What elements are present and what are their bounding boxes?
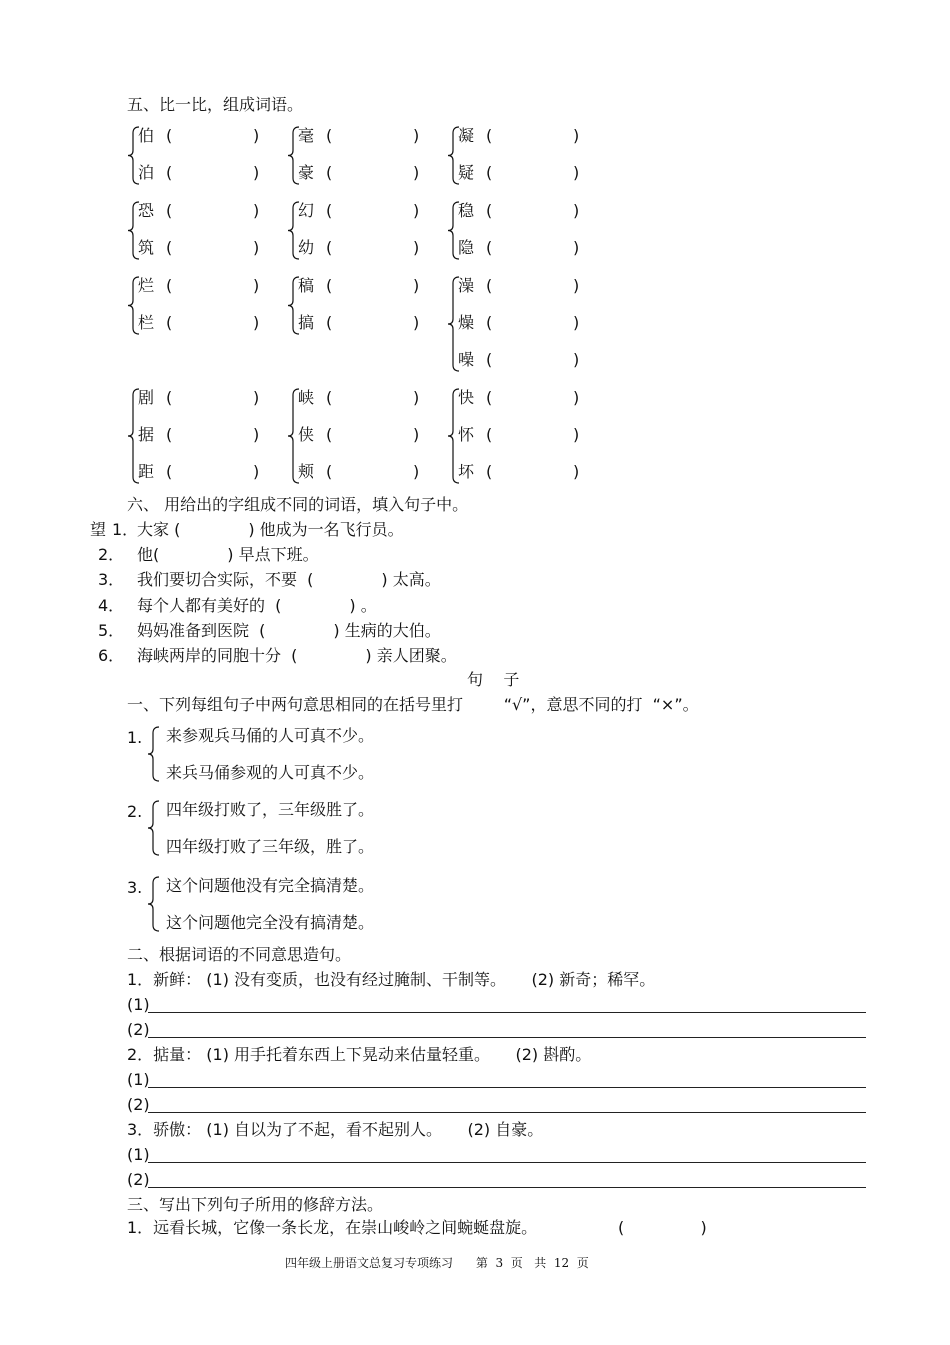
paren-open: ( [486, 201, 493, 220]
paren-open: ( [486, 313, 493, 332]
paren-close: ) [573, 276, 580, 295]
group-char: 筑 [138, 238, 155, 257]
group-char: 幼 [298, 238, 315, 257]
paren-close: ) [253, 425, 260, 444]
word-definitions: 3．骄傲： (1) 自以为了不起，看不起别人。 (2) 自豪。 [127, 1120, 544, 1139]
answer-label: (1) [127, 1070, 150, 1089]
paren-open: ( [486, 388, 493, 407]
paren-open: ( [326, 462, 333, 481]
paren-open: ( [326, 276, 333, 295]
section5-title: 五、比一比，组成词语。 [127, 95, 304, 114]
part1-title: 一、下列每组句子中两句意思相同的在括号里打 “√”，意思不同的打 “×”。 [127, 695, 699, 714]
answer-line [148, 1037, 866, 1038]
sentence-pair-brace [147, 876, 161, 932]
section6-given-char: 望 [90, 520, 107, 539]
fill-item-before: 我们要切合实际，不要 ( [137, 570, 314, 589]
fill-item-before: 海峡两岸的同胞十分 ( [137, 646, 298, 665]
part2-title: 二、根据词语的不同意思造句。 [127, 945, 352, 964]
group-char: 幻 [298, 201, 315, 220]
group-char: 距 [138, 462, 155, 481]
paren-close: ) [253, 163, 260, 182]
group-char: 凝 [458, 126, 475, 145]
group-char: 稿 [298, 276, 315, 295]
paren-open: ( [166, 276, 173, 295]
paren-close: ) [253, 238, 260, 257]
group-char: 伯 [138, 126, 155, 145]
sentence-a: 这个问题他没有完全搞清楚。 [166, 876, 375, 895]
answer-label: (1) [127, 1145, 150, 1164]
fill-item-before: 妈妈准备到医院 ( [137, 621, 266, 640]
fill-item-number: 6． [98, 646, 125, 665]
sentence-b: 来兵马俑参观的人可真不少。 [166, 763, 375, 782]
group-char: 怀 [458, 425, 475, 444]
fill-item-text [137, 545, 319, 565]
group-char: 泊 [138, 163, 155, 182]
paren-open: ( [326, 163, 333, 182]
group-char: 颊 [298, 462, 315, 481]
fill-item-after: ) 他成为一名飞行员。 [248, 520, 404, 539]
group-char: 烂 [138, 276, 155, 295]
answer-line [148, 1012, 866, 1013]
paren-open: ( [486, 350, 493, 369]
group-char: 峡 [298, 388, 315, 407]
paren-open: ( [166, 126, 173, 145]
paren-open: ( [166, 313, 173, 332]
section6-title: 六、 用给出的字组成不同的词语，填入句子中。 [127, 495, 469, 514]
paren-close: ) [573, 388, 580, 407]
paren-close: ) [253, 276, 260, 295]
paren-close: ) [573, 350, 580, 369]
fill-item-number: 3． [98, 570, 125, 589]
paren-open: ( [166, 238, 173, 257]
fill-item-after: ) 生病的大伯。 [333, 621, 441, 640]
answer-line [148, 1112, 866, 1113]
paren-close: ) [573, 462, 580, 481]
paren-close: ) [573, 313, 580, 332]
group-char: 据 [138, 425, 155, 444]
paren-close: ) [253, 126, 260, 145]
group-char: 剧 [138, 388, 155, 407]
paren-open: ( [486, 163, 493, 182]
answer-line [148, 1162, 866, 1163]
paren-close: ) [253, 313, 260, 332]
paren-open: ( [486, 276, 493, 295]
paren-open: ( [326, 126, 333, 145]
group-char: 噪 [458, 350, 475, 369]
paren-open: ( [166, 201, 173, 220]
paren-close: ) [413, 313, 420, 332]
paren-close: ) [413, 126, 420, 145]
word-definitions: 2．掂量： (1) 用手托着东西上下晃动来估量轻重。 (2) 斟酌。 [127, 1045, 592, 1064]
group-char: 恐 [138, 201, 155, 220]
pair-number: 3. [127, 878, 143, 897]
sentence-pair-brace [147, 800, 161, 856]
part3-title: 三、写出下列句子所用的修辞方法。 [127, 1195, 384, 1214]
sentence-b: 这个问题他完全没有搞清楚。 [166, 913, 375, 932]
fill-item-before: 大家 ( [137, 520, 181, 539]
group-char: 栏 [138, 313, 155, 332]
fill-item-text [137, 596, 377, 616]
paren-open: ( [486, 126, 493, 145]
fill-item-after: ) 早点下班。 [227, 545, 319, 564]
paren-close: ) [413, 201, 420, 220]
group-char: 稳 [458, 201, 475, 220]
fill-item-number: 5． [98, 621, 125, 640]
group-char: 坏 [458, 462, 475, 481]
answer-line [148, 1087, 866, 1088]
paren-open: ( [166, 163, 173, 182]
group-char: 侠 [298, 425, 315, 444]
paren-open: ( [326, 425, 333, 444]
paren-open: ( [486, 462, 493, 481]
fill-item-text [137, 621, 441, 641]
fill-item-before: 他( [137, 545, 160, 564]
paren-close: ) [573, 238, 580, 257]
paren-open: ( [326, 201, 333, 220]
fill-item-number: 1． [112, 520, 139, 539]
paren-close: ) [573, 201, 580, 220]
fill-item-text [137, 570, 441, 590]
group-char: 隐 [458, 238, 475, 257]
group-char: 燥 [458, 313, 475, 332]
paren-open: ( [166, 388, 173, 407]
answer-label: (2) [127, 1020, 150, 1039]
paren-close: ) [253, 388, 260, 407]
group-char: 疑 [458, 163, 475, 182]
part3-item1: 1．远看长城，它像一条长龙，在崇山峻岭之间蜿蜒盘旋。 [127, 1218, 538, 1237]
part3-item1-paren: ( ) [618, 1218, 707, 1237]
group-char: 毫 [298, 126, 315, 145]
fill-item-text [137, 520, 404, 540]
word-definitions: 1．新鲜： (1) 没有变质，也没有经过腌制、干制等。 (2) 新奇；稀罕。 [127, 970, 656, 989]
sentence-pair-brace [147, 726, 161, 782]
answer-label: (2) [127, 1095, 150, 1114]
group-char: 搞 [298, 313, 315, 332]
group-char: 豪 [298, 163, 315, 182]
paren-close: ) [413, 388, 420, 407]
pair-number: 1. [127, 728, 143, 747]
paren-close: ) [253, 462, 260, 481]
group-char: 快 [458, 388, 475, 407]
paren-close: ) [413, 462, 420, 481]
sentence-a: 来参观兵马俑的人可真不少。 [166, 726, 375, 745]
sentence-b: 四年级打败了三年级，胜了。 [166, 837, 375, 856]
fill-item-number: 2． [98, 545, 125, 564]
paren-open: ( [486, 238, 493, 257]
paren-open: ( [486, 425, 493, 444]
paren-open: ( [326, 388, 333, 407]
fill-item-after: ) 亲人团聚。 [365, 646, 457, 665]
fill-item-after: ) 太高。 [381, 570, 441, 589]
fill-item-before: 每个人都有美好的 ( [137, 596, 282, 615]
sentence-heading: 句 子 [467, 670, 520, 689]
sentence-a: 四年级打败了，三年级胜了。 [166, 800, 375, 819]
paren-close: ) [573, 126, 580, 145]
paren-close: ) [573, 425, 580, 444]
paren-close: ) [573, 163, 580, 182]
paren-close: ) [413, 276, 420, 295]
page-footer: 四年级上册语文总复习专项练习 第 3 页 共 12 页 [285, 1256, 589, 1270]
paren-open: ( [326, 313, 333, 332]
paren-close: ) [253, 201, 260, 220]
answer-label: (1) [127, 995, 150, 1014]
paren-open: ( [326, 238, 333, 257]
paren-close: ) [413, 425, 420, 444]
fill-item-text [137, 646, 457, 666]
paren-close: ) [413, 238, 420, 257]
pair-number: 2. [127, 802, 143, 821]
paren-close: ) [413, 163, 420, 182]
fill-item-after: ) 。 [349, 596, 377, 615]
answer-line [148, 1187, 866, 1188]
paren-open: ( [166, 462, 173, 481]
fill-item-number: 4． [98, 596, 125, 615]
group-char: 澡 [458, 276, 475, 295]
answer-label: (2) [127, 1170, 150, 1189]
paren-open: ( [166, 425, 173, 444]
